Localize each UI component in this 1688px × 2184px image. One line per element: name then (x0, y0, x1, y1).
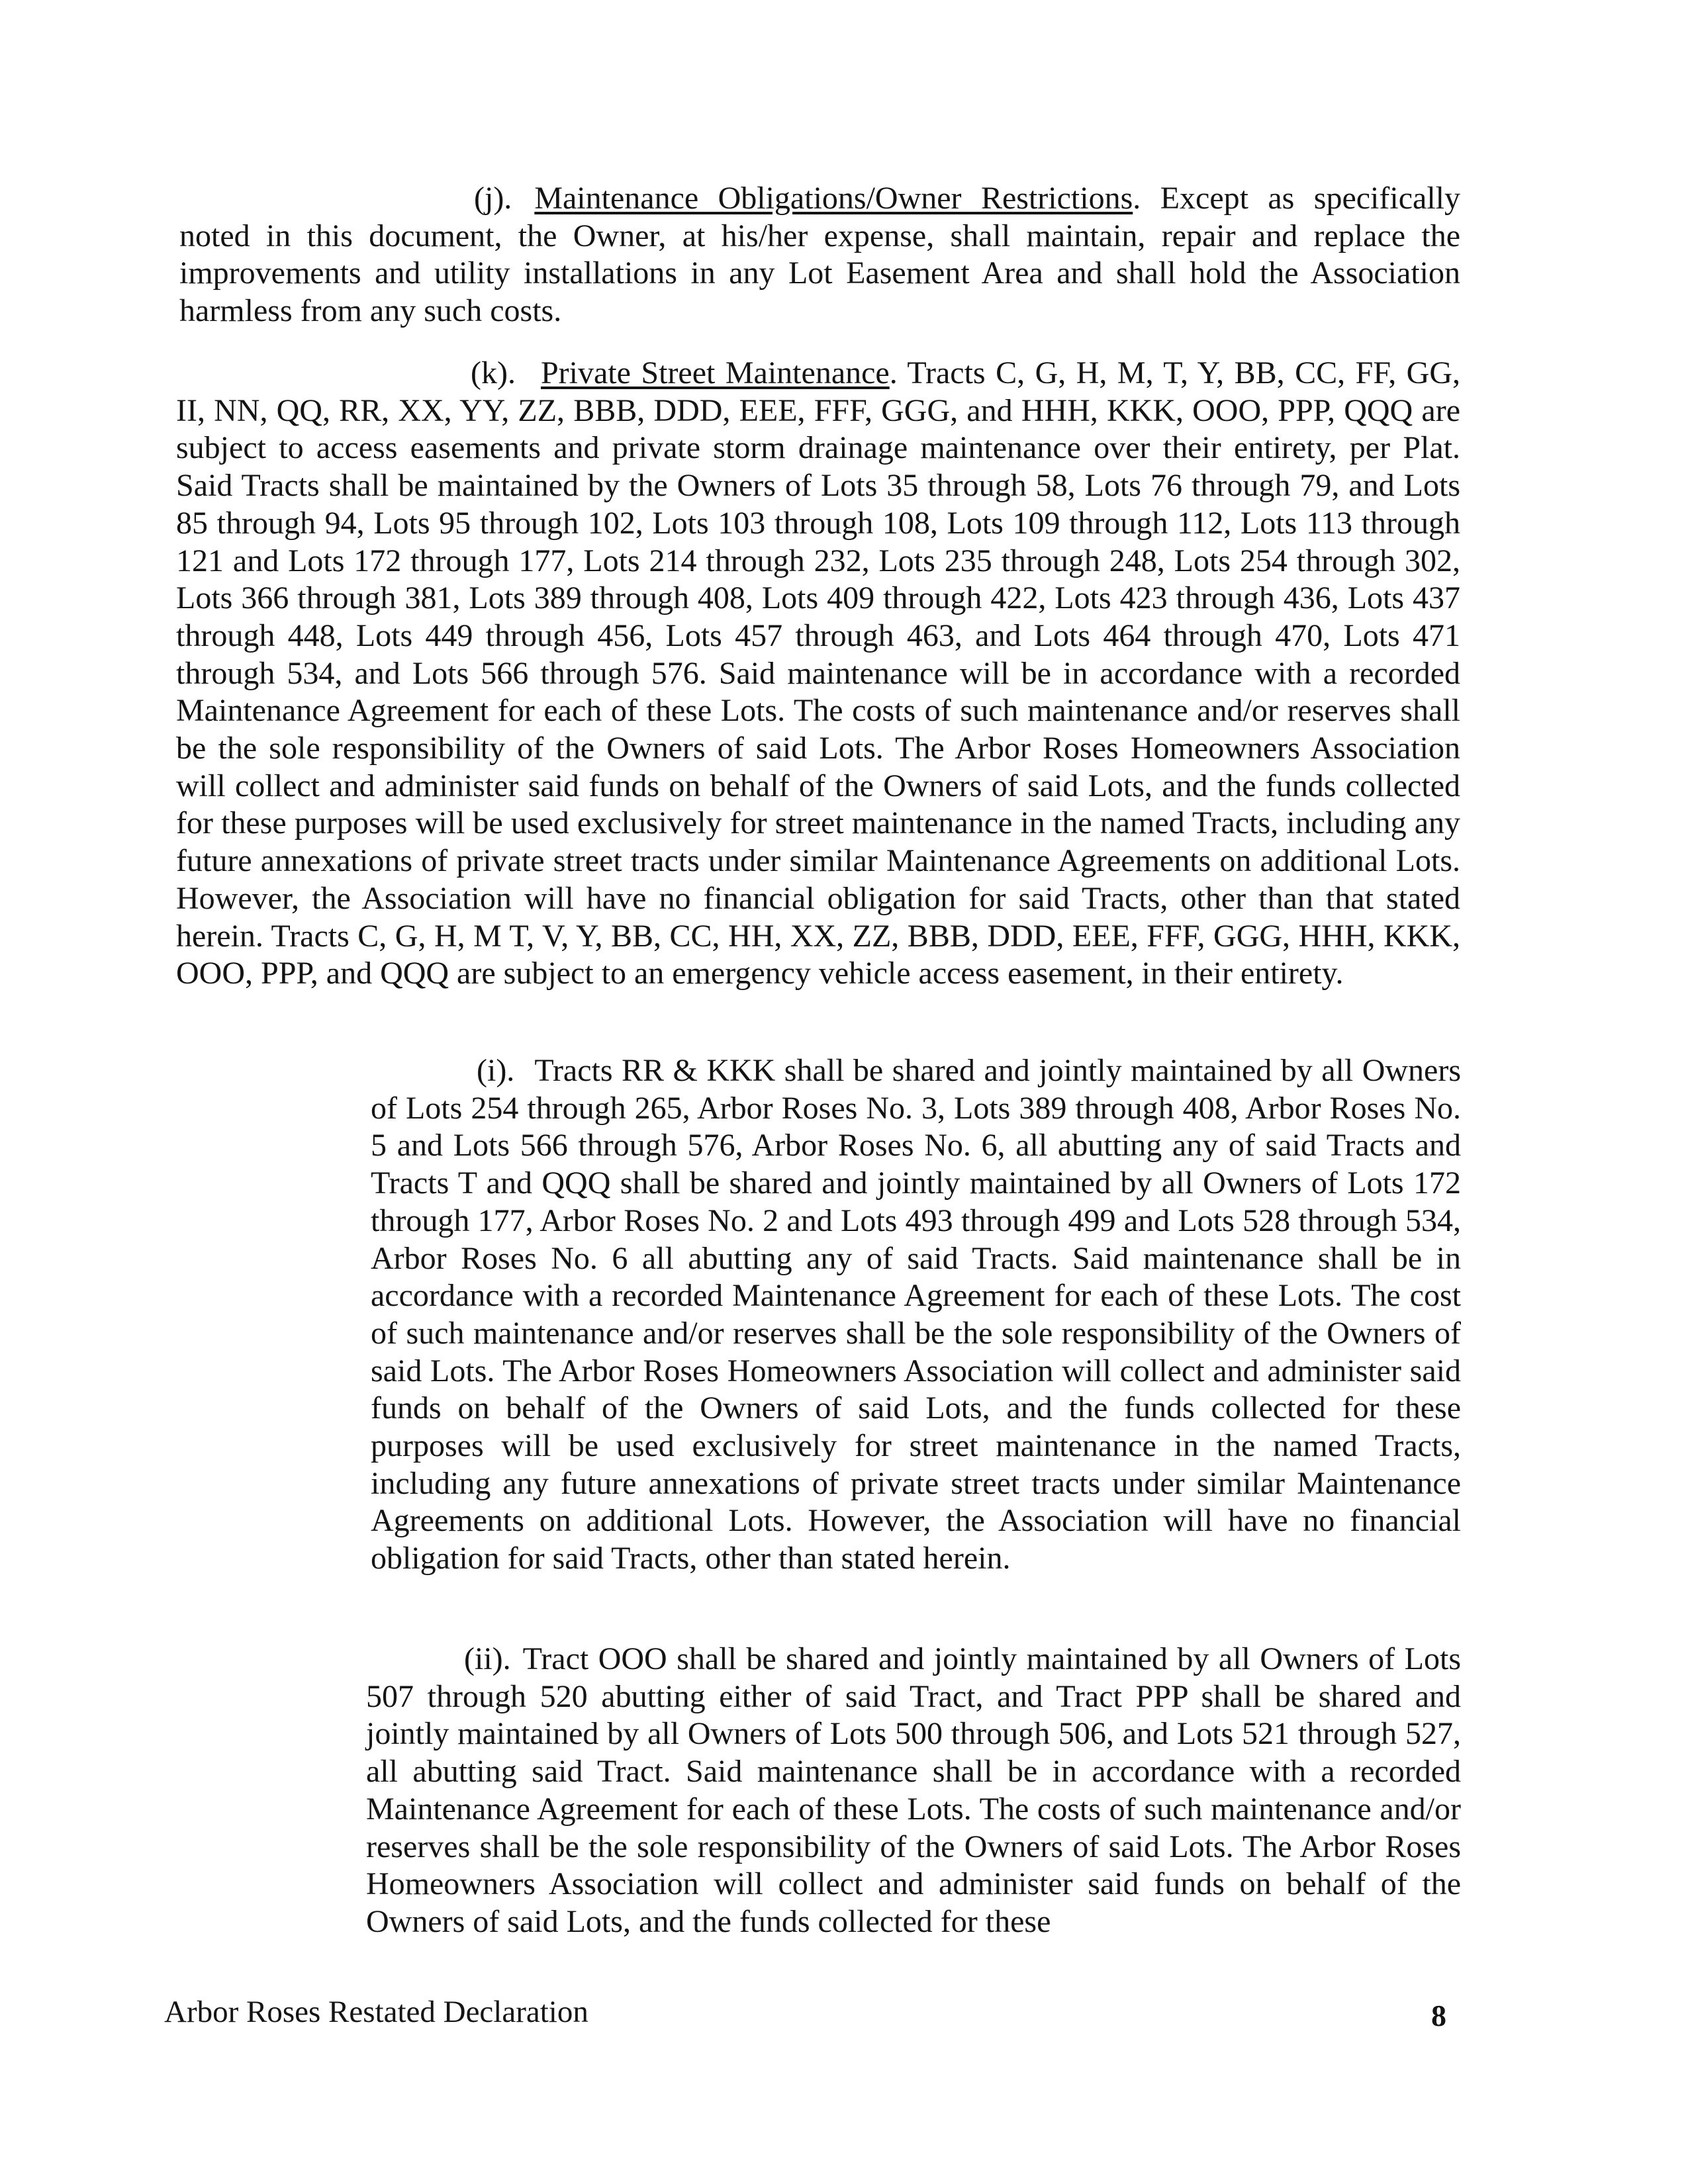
section-k-text: . Tracts C, G, H, M, T, Y, BB, CC, FF, GG, II, NN, QQ, RR, XX, YY, ZZ, BBB, DDD, EEE, FFF, GGG, and HHH, KKK, OOO, PPP, QQQ are subject to access easements and private storm drainage maintenance over their entirety, per Plat. Said Tracts shall be maintained by the Owners of Lots 35 through 58, Lots 76 through 79, and Lots 85 through 94, Lots 95 through 102, Lots 103 through 108, Lots 109 through 112, Lots 113 through 121 and Lots 172 through 177, Lots 214 through 232, Lots 235 through 248, Lots 254 through 302, Lots 366 through 381, Lots 389 through 408, Lots 409 through 422, Lots 423 through 436, Lots 437 through 448, Lots 449 through 456, Lots 457 through 463, and Lots 464 through 470, Lots 471 through 534, and Lots 566 through 576. Said maintenance will be in accordance with a recorded Maintenance Agreement for each of these Lots. The costs of such maintenance and/or reserves shall be the sole responsibility of the Owners of said Lots. The Arbor Roses Homeowners Association will collect and administer said funds on behalf of the Owners of said Lots, and the funds collected for these purposes will be used exclusively for street maintenance in the named Tracts, including any future annexations of private street tracts under similar Maintenance Agreements on additional Lots. However, the Association will have no financial obligation for said Tracts, other than that stated herein. Tracts C, G, H, M T, V, Y, BB, CC, HH, XX, ZZ, BBB, DDD, EEE, FFF, GGG, HHH, KKK, OOO, PPP, and QQQ are subject to an emergency vehicle access easement, in their entirety. (176, 355, 1461, 991)
section-j-heading: Maintenance Obligations/Owner Restrictions (534, 181, 1133, 216)
section-j-text: . Except as specifically noted in this document, the Owner, at his/her expense, shall maintain, repair and replace the improvements and utility installations in any Lot Easement Area and shall hold the Association harmless from any such costs. (179, 181, 1460, 329)
subsection-i-marker: (i). (477, 1053, 515, 1088)
subsection-i-paragraph (371, 1052, 1461, 1578)
section-j-paragraph (179, 180, 1460, 330)
section-k-heading: Private Street Maintenance (540, 355, 890, 390)
section-k-marker: (k). (471, 355, 516, 390)
section-k-paragraph (176, 355, 1460, 993)
subsection-i-text: Tracts RR & KKK shall be shared and jointly maintained by all Owners of Lots 254 through 265, Arbor Roses No. 3, Lots 389 through 408, Arbor Roses No. 5 and Lots 566 through 576, Arbor Roses No. 6, all abutting any of said Tracts and Tracts T and QQQ shall be shared and jointly maintained by all Owners of Lots 172 through 177, Arbor Roses No. 2 and Lots 493 through 499 and Lots 528 through 534, Arbor Roses No. 6 all abutting any of said Tracts. Said maintenance shall be in accordance with a recorded Maintenance Agreement for each of these Lots. The cost of such maintenance and/or reserves shall be the sole responsibility of the Owners of said Lots. The Arbor Roses Homeowners Association will collect and administer said funds on behalf of the Owners of said Lots, and the funds collected for these purposes will be used exclusively for street maintenance in the named Tracts, including any future annexations of private street tracts under similar Maintenance Agreements on additional Lots. However, the Association will have no financial obligation for said Tracts, other than stated herein. (371, 1053, 1461, 1576)
subsection-ii-text: Tract OOO shall be shared and jointly maintained by all Owners of Lots 507 through 520 abutting either of said Tract, and Tract PPP shall be shared and jointly maintained by all Owners of Lots 500 through 506, and Lots 521 through 527, all abutting said Tract. Said maintenance shall be in accordance with a recorded Maintenance Agreement for each of these Lots. The costs of such maintenance and/or reserves shall be the sole responsibility of the Owners of said Lots. The Arbor Roses Homeowners Association will collect and administer said funds on behalf of the Owners of said Lots, and the funds collected for these (366, 1641, 1461, 1939)
footer-document-title: Arbor Roses Restated Declaration (164, 1995, 588, 2029)
section-j-marker: (j). (474, 181, 512, 216)
subsection-ii-paragraph (366, 1641, 1461, 1941)
subsection-ii-marker: (ii). (464, 1641, 511, 1676)
footer-page-number: 8 (1431, 1999, 1446, 2032)
